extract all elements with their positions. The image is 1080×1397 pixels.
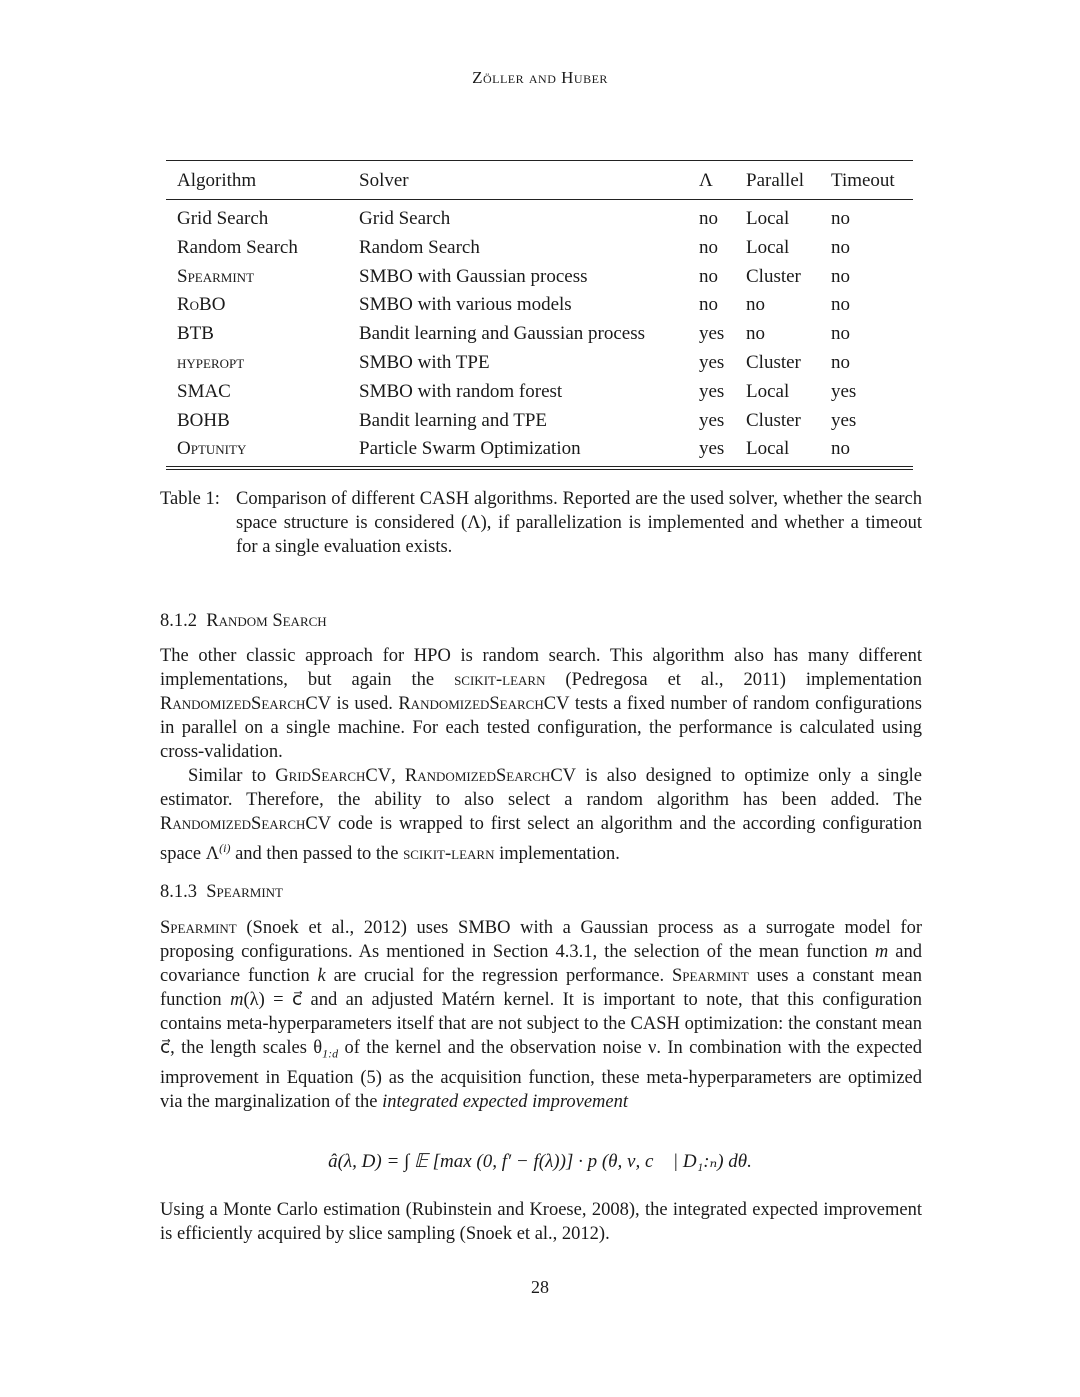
section-number: 8.1.3 — [160, 882, 197, 902]
cell-algorithm: Random Search — [177, 236, 298, 258]
cell-solver: Bandit learning and Gaussian process — [359, 323, 645, 345]
cell-lambda: no — [699, 265, 718, 287]
table-row — [166, 262, 913, 291]
table-row — [166, 290, 913, 319]
text-segment: m — [230, 990, 244, 1010]
text-segment: is also designed to optimize only a single estimator. Therefore, the ability to also select a random algorithm has been added. The — [160, 766, 922, 810]
text-segment: integrated expected improvement — [382, 1091, 628, 1112]
cell-parallel: no — [746, 323, 765, 345]
text-segment: Similar to — [188, 766, 276, 786]
table-body — [166, 200, 913, 463]
section-number: 8.1.2 — [160, 611, 197, 631]
cell-algorithm: RoBO — [177, 294, 226, 316]
cell-lambda: yes — [699, 380, 725, 402]
header-solver: Solver — [359, 170, 409, 191]
cell-lambda: yes — [699, 351, 725, 373]
cell-solver: SMBO with various models — [359, 294, 572, 316]
cell-lambda: no — [699, 294, 718, 316]
comparison-table — [166, 160, 913, 470]
cell-algorithm: BTB — [177, 323, 214, 345]
text-segment: (Pedregosa et al., 2011) implementation — [545, 670, 922, 690]
text-segment: RandomizedSearchCV — [160, 814, 332, 834]
header-timeout: Timeout — [831, 170, 895, 191]
table-row — [166, 377, 913, 406]
cell-timeout: no — [831, 323, 850, 345]
text-segment: of the kernel and the observation noise ν. In combination with the expected improvement in Equation (5) as the acquisition function, these meta-hyperparameters are optimized via the marginalization of the — [160, 1038, 922, 1112]
text-segment: is used. — [331, 694, 399, 714]
table-row — [166, 406, 913, 435]
running-head: Zöller and Huber — [472, 68, 608, 87]
cell-solver: SMBO with random forest — [359, 380, 563, 402]
cell-timeout: no — [831, 351, 850, 373]
cell-solver: Grid Search — [359, 208, 451, 229]
cell-solver: SMBO with Gaussian process — [359, 265, 588, 287]
cell-parallel: Cluster — [746, 351, 801, 373]
table-header-row — [166, 161, 913, 199]
text-segment: (λ) = c⃗ and an adjusted Matérn kernel. It is important to note, that this configuration contains meta-hyperparameters itself that are not subject to the CASH optimization: the constant mean c⃗, the length scales θ — [160, 990, 923, 1058]
cell-timeout: yes — [831, 409, 857, 431]
cell-timeout: no — [831, 438, 850, 460]
text-segment: code is wrapped to first select an algorithm and the according configuration space Λ — [160, 814, 922, 865]
text-segment: k — [317, 966, 326, 986]
text-segment: uses a constant mean function — [160, 966, 922, 1010]
cell-lambda: yes — [699, 409, 725, 431]
cell-algorithm: hyperopt — [177, 351, 245, 373]
text-segment: and covariance function — [160, 942, 922, 986]
cell-lambda: no — [699, 208, 718, 229]
text-segment: RandomizedSearchCV — [398, 694, 570, 714]
cell-timeout: no — [831, 265, 850, 287]
cell-solver: Bandit learning and TPE — [359, 409, 548, 431]
paragraph — [160, 644, 922, 764]
cell-solver: Particle Swarm Optimization — [359, 438, 581, 460]
section-heading-8-1-3 — [160, 882, 283, 903]
cell-solver: SMBO with TPE — [359, 351, 490, 373]
table-caption — [160, 487, 922, 559]
text-segment: Using a Monte Carlo estimation (Rubinstein and Kroese, 2008), the integrated expected improvement is efficiently acquired by slice sampling (Snoek et al., 2012). — [160, 1200, 922, 1244]
page-number: 28 — [531, 1277, 549, 1297]
paragraph — [160, 1198, 922, 1246]
header-lambda: Λ — [699, 170, 713, 191]
cell-timeout: no — [831, 208, 850, 229]
text-segment: scikit-learn — [403, 844, 495, 865]
cell-lambda: no — [699, 236, 718, 258]
text-segment: The other classic approach for HPO is random search. This algorithm also has many different implementations, but again the — [160, 646, 922, 690]
caption-text: Comparison of different CASH algorithms. Reported are the used solver, whether the search space structure is considered (Λ), if parallelization is implemented and whether a timeout for a single evaluation exists. — [236, 489, 922, 557]
cell-lambda: yes — [699, 438, 725, 460]
section-heading-8-1-2 — [160, 611, 327, 632]
cell-algorithm: Spearmint — [177, 265, 255, 287]
caption-label: Table 1: — [160, 489, 220, 509]
text-segment: , — [391, 766, 405, 786]
table-row — [166, 204, 913, 233]
cell-solver: Random Search — [359, 236, 480, 258]
text-segment: GridSearchCV — [275, 766, 392, 786]
text-segment: and then passed to the — [230, 844, 404, 865]
cell-timeout: yes — [831, 380, 857, 402]
paragraph — [160, 916, 922, 1114]
table-row — [166, 434, 913, 463]
cell-parallel: Local — [746, 236, 790, 258]
text-segment: implementation. — [494, 844, 620, 865]
cell-parallel: no — [746, 294, 765, 316]
cell-algorithm: Grid Search — [177, 208, 269, 229]
cell-lambda: yes — [699, 323, 725, 345]
section-title: Spearmint — [206, 882, 283, 902]
cell-algorithm: Optunity — [177, 438, 247, 460]
text-segment: (i) — [219, 841, 231, 855]
table-bottom-rule — [166, 466, 913, 467]
equation: â(λ, D) = ∫ 𝔼 [max (0, f′ − f(λ))] · p (θ, ν, c⃗ | D₁:ₙ) dθ. — [328, 1151, 752, 1172]
text-segment: RandomizedSearchCV — [160, 694, 332, 714]
header-parallel: Parallel — [746, 170, 805, 191]
cell-parallel: Cluster — [746, 409, 801, 431]
section-title: Random Search — [206, 611, 327, 631]
cell-algorithm: SMAC — [177, 380, 231, 402]
text-segment: (Snoek et al., 2012) uses SMBO with a Gaussian process as a surrogate model for proposing configurations. As mentioned in Section 4.3.1, the selection of the mean function — [160, 918, 922, 962]
text-segment: RandomizedSearchCV — [404, 766, 577, 786]
table-bottom-rule-2 — [166, 469, 913, 470]
table-row — [166, 348, 913, 377]
table-row — [166, 233, 913, 262]
cell-timeout: no — [831, 236, 850, 258]
text-segment: 1:d — [322, 1046, 339, 1061]
cell-parallel: Local — [746, 380, 790, 402]
paragraph — [160, 764, 922, 866]
cell-parallel: Local — [746, 438, 790, 460]
cell-algorithm: BOHB — [177, 409, 230, 431]
text-segment: Spearmint — [671, 966, 749, 986]
header-algorithm: Algorithm — [177, 170, 257, 191]
text-segment: Spearmint — [160, 918, 237, 938]
cell-timeout: no — [831, 294, 850, 316]
text-segment: m — [874, 942, 889, 962]
text-segment: tests a fixed number of random configurations in parallel on a single machine. For each tested configuration, the performance is calculated using cross-validation. — [160, 694, 923, 762]
cell-parallel: Cluster — [746, 265, 801, 287]
cell-parallel: Local — [746, 208, 790, 229]
text-segment: scikit-learn — [454, 670, 546, 690]
text-segment: are crucial for the regression performance. — [325, 966, 672, 986]
table-row — [166, 319, 913, 348]
